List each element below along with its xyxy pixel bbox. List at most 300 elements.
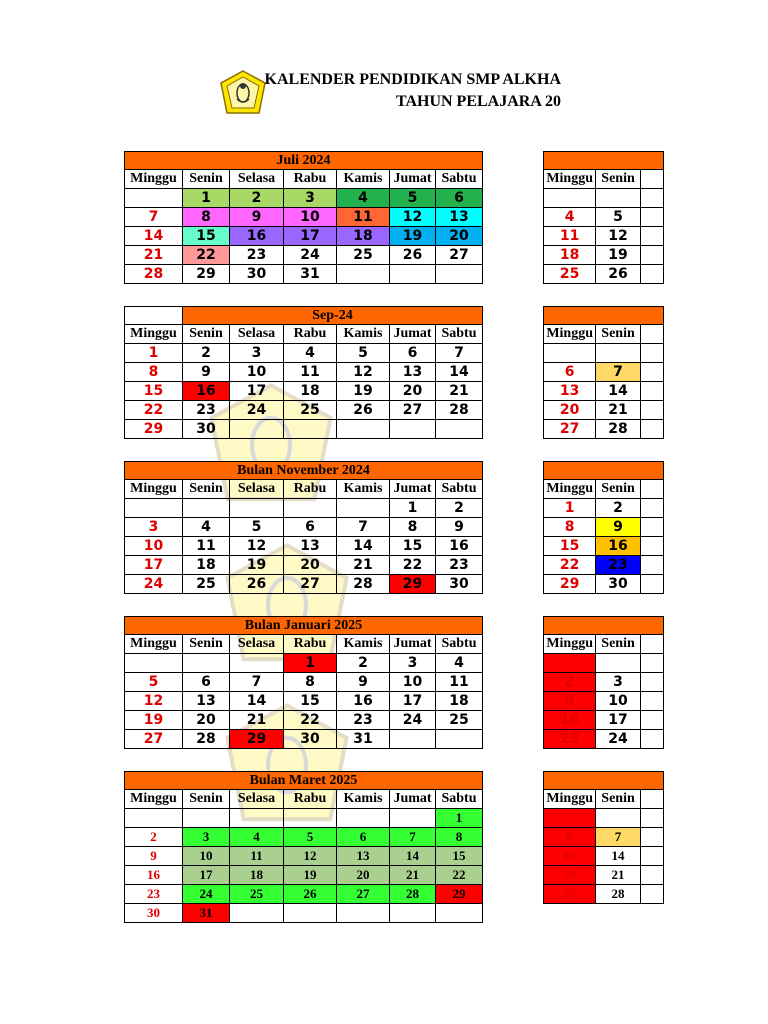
day-cell: 13 <box>284 537 337 556</box>
day-cell: 8 <box>390 518 436 537</box>
weekday-header: Minggu <box>544 325 596 344</box>
day-cell: 10 <box>230 363 284 382</box>
day-cell: 20 <box>436 227 483 246</box>
day-cell <box>544 344 596 363</box>
month-calendar <box>124 461 483 594</box>
day-cell: 16 <box>230 227 284 246</box>
day-cell: 13 <box>337 847 390 866</box>
day-cell: 5 <box>284 828 337 847</box>
day-cell <box>640 363 663 382</box>
day-cell: 13 <box>390 363 436 382</box>
day-cell <box>640 809 663 828</box>
month-title-bar <box>544 462 664 480</box>
day-cell: 17 <box>390 692 436 711</box>
day-cell: 27 <box>436 246 483 265</box>
day-cell: 8 <box>125 363 183 382</box>
day-cell: 12 <box>390 208 436 227</box>
weekday-header: Kamis <box>337 170 390 189</box>
week-row <box>544 537 664 556</box>
month-title: Sep-24 <box>183 307 483 325</box>
weekday-header: Senin <box>596 325 640 344</box>
day-cell: 16 <box>183 382 230 401</box>
day-cell: 18 <box>284 382 337 401</box>
day-cell <box>284 499 337 518</box>
day-cell: 25 <box>544 265 596 284</box>
day-cell: 16 <box>544 711 596 730</box>
month-calendar-next <box>543 306 664 439</box>
weekday-header: Senin <box>596 480 640 499</box>
day-cell <box>640 673 663 692</box>
day-cell: 28 <box>183 730 230 749</box>
day-cell: 19 <box>337 382 390 401</box>
day-cell: 25 <box>337 246 390 265</box>
day-cell: 19 <box>230 556 284 575</box>
day-cell: 28 <box>596 885 640 904</box>
weekday-header: Minggu <box>544 790 596 809</box>
week-row <box>544 692 664 711</box>
day-cell: 8 <box>284 673 337 692</box>
day-cell: 7 <box>596 363 640 382</box>
day-cell: 3 <box>284 189 337 208</box>
day-cell <box>125 499 183 518</box>
day-cell: 19 <box>390 227 436 246</box>
day-cell: 3 <box>230 344 284 363</box>
day-cell: 9 <box>183 363 230 382</box>
day-cell <box>640 382 663 401</box>
day-cell <box>596 809 640 828</box>
day-cell: 19 <box>596 246 640 265</box>
month-title: Bulan November 2024 <box>125 462 483 480</box>
day-cell <box>183 654 230 673</box>
weekday-header: Senin <box>596 635 640 654</box>
day-cell: 29 <box>125 420 183 439</box>
week-row <box>125 499 483 518</box>
day-cell <box>640 499 663 518</box>
day-cell: 24 <box>125 575 183 594</box>
day-cell: 14 <box>390 847 436 866</box>
day-cell <box>640 344 663 363</box>
week-row <box>125 711 483 730</box>
day-cell: 2 <box>125 828 183 847</box>
weekday-header: Minggu <box>125 480 183 499</box>
day-cell: 31 <box>183 904 230 923</box>
day-cell: 4 <box>436 654 483 673</box>
weekday-header: Sabtu <box>436 170 483 189</box>
day-cell: 14 <box>596 847 640 866</box>
day-cell: 20 <box>284 556 337 575</box>
weekday-header: Sabtu <box>436 480 483 499</box>
day-cell <box>640 711 663 730</box>
day-cell: 6 <box>183 673 230 692</box>
day-cell: 21 <box>337 556 390 575</box>
day-cell: 5 <box>390 189 436 208</box>
day-cell: 25 <box>284 401 337 420</box>
day-cell: 4 <box>183 518 230 537</box>
day-cell: 23 <box>337 711 390 730</box>
day-cell: 4 <box>284 344 337 363</box>
day-cell: 18 <box>436 692 483 711</box>
weekday-header: Minggu <box>125 325 183 344</box>
day-cell: 1 <box>390 499 436 518</box>
month-title-bar <box>544 617 664 635</box>
week-row <box>544 246 664 265</box>
day-cell: 12 <box>125 692 183 711</box>
day-cell <box>125 189 183 208</box>
day-cell <box>390 904 436 923</box>
day-cell: 7 <box>436 344 483 363</box>
month-title: Bulan Januari 2025 <box>125 617 483 635</box>
day-cell: 27 <box>544 420 596 439</box>
day-cell: 29 <box>230 730 284 749</box>
day-cell <box>640 189 663 208</box>
weekday-header: Selasa <box>230 790 284 809</box>
day-cell <box>436 730 483 749</box>
day-cell <box>230 420 284 439</box>
day-cell: 22 <box>284 711 337 730</box>
day-cell: 1 <box>544 499 596 518</box>
day-cell: 30 <box>183 420 230 439</box>
day-cell <box>640 227 663 246</box>
weekday-header: Jumat <box>390 170 436 189</box>
day-cell: 11 <box>230 847 284 866</box>
day-cell <box>640 246 663 265</box>
week-row <box>544 499 664 518</box>
week-row <box>125 904 483 923</box>
day-cell: 25 <box>230 885 284 904</box>
day-cell: 18 <box>183 556 230 575</box>
weekday-header: Senin <box>596 790 640 809</box>
day-cell: 31 <box>284 265 337 284</box>
day-cell: 3 <box>125 518 183 537</box>
weekday-header: Selasa <box>230 635 284 654</box>
month-calendar <box>124 306 483 439</box>
week-row <box>544 518 664 537</box>
day-cell: 17 <box>284 227 337 246</box>
week-row <box>544 866 664 885</box>
day-cell <box>640 654 663 673</box>
week-row <box>125 885 483 904</box>
day-cell <box>544 654 596 673</box>
day-cell: 11 <box>183 537 230 556</box>
day-cell <box>436 904 483 923</box>
day-cell: 26 <box>596 265 640 284</box>
day-cell: 11 <box>436 673 483 692</box>
day-cell: 30 <box>436 575 483 594</box>
week-row <box>544 828 664 847</box>
day-cell: 13 <box>544 847 596 866</box>
day-cell: 27 <box>125 730 183 749</box>
week-row <box>125 401 483 420</box>
weekday-header: Sabtu <box>436 635 483 654</box>
day-cell: 27 <box>284 575 337 594</box>
day-cell <box>337 904 390 923</box>
day-cell <box>284 904 337 923</box>
weekday-header: Senin <box>183 635 230 654</box>
day-cell: 11 <box>337 208 390 227</box>
month-title: Bulan Maret 2025 <box>125 772 483 790</box>
day-cell: 17 <box>596 711 640 730</box>
day-cell: 24 <box>596 730 640 749</box>
week-row <box>125 344 483 363</box>
day-cell <box>390 265 436 284</box>
weekday-header: Sabtu <box>436 790 483 809</box>
day-cell <box>640 556 663 575</box>
day-cell: 9 <box>125 847 183 866</box>
month-calendar <box>124 771 483 923</box>
day-cell: 28 <box>436 401 483 420</box>
weekday-header: Jumat <box>390 325 436 344</box>
day-cell: 22 <box>390 556 436 575</box>
day-cell: 30 <box>284 730 337 749</box>
day-cell: 12 <box>596 227 640 246</box>
week-row <box>125 673 483 692</box>
day-cell: 1 <box>436 809 483 828</box>
day-cell <box>230 499 284 518</box>
day-cell: 4 <box>337 189 390 208</box>
day-cell: 29 <box>544 575 596 594</box>
day-cell: 9 <box>337 673 390 692</box>
day-cell: 5 <box>125 673 183 692</box>
week-row <box>125 847 483 866</box>
weekday-header: Senin <box>183 480 230 499</box>
week-row <box>125 866 483 885</box>
day-cell: 5 <box>337 344 390 363</box>
day-cell <box>390 809 436 828</box>
day-cell: 15 <box>436 847 483 866</box>
day-cell: 10 <box>183 847 230 866</box>
week-row <box>544 363 664 382</box>
day-cell: 26 <box>230 575 284 594</box>
day-cell: 29 <box>183 265 230 284</box>
day-cell: 17 <box>183 866 230 885</box>
day-cell: 2 <box>596 499 640 518</box>
day-cell: 30 <box>125 904 183 923</box>
day-cell: 31 <box>337 730 390 749</box>
day-cell: 13 <box>544 382 596 401</box>
day-cell: 18 <box>337 227 390 246</box>
day-cell: 12 <box>284 847 337 866</box>
day-cell: 28 <box>337 575 390 594</box>
day-cell: 25 <box>436 711 483 730</box>
week-row <box>125 575 483 594</box>
weekday-header: Sabtu <box>436 325 483 344</box>
month-title-bar <box>544 307 664 325</box>
day-cell <box>183 499 230 518</box>
weekday-header <box>640 170 663 189</box>
day-cell: 6 <box>544 363 596 382</box>
week-row <box>544 382 664 401</box>
day-cell: 3 <box>390 654 436 673</box>
weekday-header: Rabu <box>284 480 337 499</box>
day-cell: 13 <box>436 208 483 227</box>
week-row <box>125 363 483 382</box>
day-cell <box>337 499 390 518</box>
day-cell: 21 <box>596 866 640 885</box>
day-cell: 29 <box>436 885 483 904</box>
day-cell: 11 <box>284 363 337 382</box>
day-cell <box>125 809 183 828</box>
day-cell: 30 <box>596 575 640 594</box>
week-row <box>125 537 483 556</box>
day-cell <box>230 809 284 828</box>
day-cell <box>640 420 663 439</box>
week-row <box>125 420 483 439</box>
week-row <box>544 885 664 904</box>
page-title: KALENDER PENDIDIKAN SMP ALKHA <box>264 71 561 88</box>
month-title-bar <box>544 152 664 170</box>
day-cell: 20 <box>390 382 436 401</box>
weekday-header: Jumat <box>390 790 436 809</box>
day-cell: 30 <box>230 265 284 284</box>
day-cell <box>640 885 663 904</box>
weekday-header: Selasa <box>230 325 284 344</box>
day-cell <box>640 866 663 885</box>
weekday-header: Minggu <box>544 480 596 499</box>
day-cell: 2 <box>436 499 483 518</box>
day-cell: 20 <box>544 866 596 885</box>
week-row <box>544 265 664 284</box>
day-cell <box>544 809 596 828</box>
day-cell <box>640 518 663 537</box>
day-cell: 14 <box>337 537 390 556</box>
day-cell: 9 <box>436 518 483 537</box>
header-spacer <box>125 307 183 325</box>
day-cell: 3 <box>183 828 230 847</box>
week-row <box>544 847 664 866</box>
day-cell <box>640 575 663 594</box>
day-cell <box>337 809 390 828</box>
day-cell <box>640 730 663 749</box>
page-subtitle: TAHUN PELAJARA 20 <box>395 93 561 110</box>
day-cell <box>125 654 183 673</box>
month-calendar-next <box>543 151 664 284</box>
day-cell: 16 <box>596 537 640 556</box>
day-cell: 14 <box>436 363 483 382</box>
weekday-header: Senin <box>183 790 230 809</box>
day-cell <box>436 265 483 284</box>
day-cell: 24 <box>284 246 337 265</box>
weekday-header: Minggu <box>544 170 596 189</box>
weekday-header: Rabu <box>284 790 337 809</box>
day-cell: 28 <box>125 265 183 284</box>
weekday-header <box>640 790 663 809</box>
day-cell: 5 <box>230 518 284 537</box>
day-cell <box>284 809 337 828</box>
day-cell: 18 <box>230 866 284 885</box>
day-cell: 7 <box>230 673 284 692</box>
week-row <box>125 518 483 537</box>
day-cell: 24 <box>183 885 230 904</box>
week-row <box>544 711 664 730</box>
weekday-header: Minggu <box>125 170 183 189</box>
day-cell: 22 <box>436 866 483 885</box>
day-cell: 22 <box>183 246 230 265</box>
day-cell <box>640 828 663 847</box>
day-cell: 2 <box>337 654 390 673</box>
day-cell: 15 <box>284 692 337 711</box>
month-calendar-next <box>543 771 664 904</box>
day-cell: 26 <box>337 401 390 420</box>
day-cell: 15 <box>183 227 230 246</box>
weekday-header: Jumat <box>390 480 436 499</box>
week-row <box>125 730 483 749</box>
week-row <box>544 730 664 749</box>
weekday-header: Minggu <box>125 790 183 809</box>
weekday-header: Kamis <box>337 480 390 499</box>
day-cell: 15 <box>390 537 436 556</box>
day-cell: 14 <box>596 382 640 401</box>
day-cell: 11 <box>544 227 596 246</box>
weekday-header: Jumat <box>390 635 436 654</box>
week-row <box>544 227 664 246</box>
day-cell: 16 <box>125 866 183 885</box>
day-cell: 6 <box>390 344 436 363</box>
day-cell: 10 <box>125 537 183 556</box>
day-cell: 24 <box>230 401 284 420</box>
day-cell: 27 <box>390 401 436 420</box>
day-cell: 24 <box>390 711 436 730</box>
day-cell: 16 <box>337 692 390 711</box>
day-cell: 6 <box>436 189 483 208</box>
day-cell <box>640 847 663 866</box>
week-row <box>544 809 664 828</box>
day-cell <box>596 189 640 208</box>
week-row <box>125 265 483 284</box>
day-cell: 23 <box>544 730 596 749</box>
day-cell <box>640 208 663 227</box>
weekday-header: Selasa <box>230 480 284 499</box>
day-cell: 17 <box>125 556 183 575</box>
day-cell: 20 <box>183 711 230 730</box>
day-cell: 4 <box>230 828 284 847</box>
day-cell: 8 <box>436 828 483 847</box>
day-cell: 26 <box>284 885 337 904</box>
day-cell: 27 <box>337 885 390 904</box>
day-cell: 16 <box>436 537 483 556</box>
weekday-header: Rabu <box>284 325 337 344</box>
week-row <box>544 654 664 673</box>
month-calendar <box>124 616 483 749</box>
day-cell: 21 <box>390 866 436 885</box>
week-row <box>544 673 664 692</box>
week-row <box>544 556 664 575</box>
weekday-header: Minggu <box>544 635 596 654</box>
day-cell: 7 <box>596 828 640 847</box>
week-row <box>125 556 483 575</box>
day-cell: 3 <box>596 673 640 692</box>
weekday-header: Kamis <box>337 790 390 809</box>
weekday-header: Kamis <box>337 635 390 654</box>
day-cell: 19 <box>284 866 337 885</box>
day-cell: 20 <box>337 866 390 885</box>
week-row <box>125 692 483 711</box>
weekday-header: Senin <box>183 325 230 344</box>
day-cell <box>390 420 436 439</box>
day-cell: 6 <box>284 518 337 537</box>
day-cell: 10 <box>390 673 436 692</box>
week-row <box>125 654 483 673</box>
day-cell: 2 <box>230 189 284 208</box>
week-row <box>544 401 664 420</box>
day-cell: 7 <box>125 208 183 227</box>
day-cell <box>640 537 663 556</box>
day-cell: 9 <box>596 518 640 537</box>
day-cell: 7 <box>337 518 390 537</box>
day-cell: 23 <box>125 885 183 904</box>
day-cell: 1 <box>125 344 183 363</box>
day-cell: 21 <box>596 401 640 420</box>
day-cell <box>436 420 483 439</box>
